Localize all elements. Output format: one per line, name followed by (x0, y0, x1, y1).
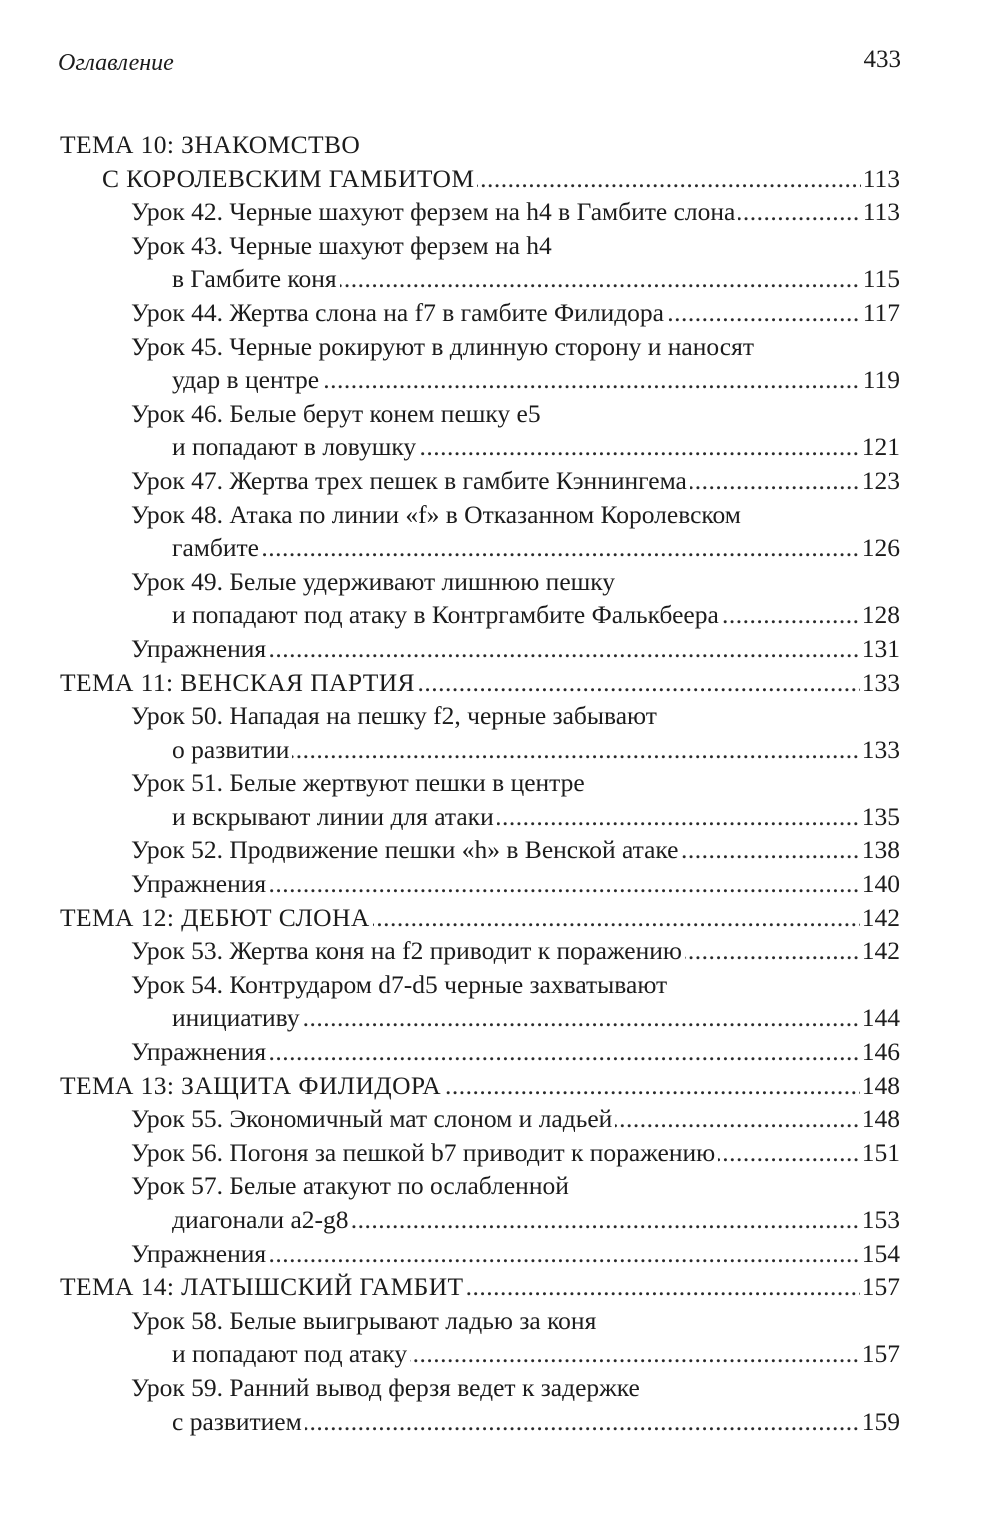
toc-lesson-line[interactable] (0, 229, 1000, 263)
toc-lesson-line[interactable] (0, 733, 1000, 767)
toc-entry-title: Урок 47. Жертва трех пешек в гамбите Кэннингема (131, 464, 690, 498)
toc-lesson-line[interactable] (0, 968, 1000, 1002)
toc-entry-title: Урок 46. Белые берут конем пешку е5 (131, 397, 541, 431)
toc-topic-line[interactable] (0, 901, 1000, 935)
toc-entry-title: с развитием (172, 1405, 305, 1439)
toc-entry-title: Упражнения (131, 1035, 269, 1069)
page-number: 433 (863, 46, 901, 73)
toc-topic-line[interactable] (0, 1069, 1000, 1103)
toc-entry-title: Урок 55. Экономичный мат слоном и ладьей (131, 1102, 615, 1136)
toc-lesson-line[interactable] (0, 330, 1000, 364)
toc-lesson-line[interactable] (0, 1405, 1000, 1439)
toc-entry-title: Урок 52. Продвижение пешки «h» в Венской атаке (131, 833, 681, 867)
toc-lesson-line[interactable] (0, 1102, 1000, 1136)
toc-topic-title: ТЕМА 11: ВЕНСКАЯ ПАРТИЯ (60, 666, 418, 700)
toc-lesson-line[interactable] (0, 430, 1000, 464)
leader-dots (172, 531, 900, 565)
toc-page-number: 140 (860, 867, 900, 901)
toc-entry-title: Урок 57. Белые атакуют по ослабленной (131, 1169, 569, 1203)
toc-page-number: 115 (861, 262, 900, 296)
toc-entry-title: диагонали a2-g8 (172, 1203, 352, 1237)
toc-page-number: 159 (860, 1405, 900, 1439)
toc-page-number: 148 (860, 1069, 900, 1103)
toc-page-number: 142 (860, 934, 900, 968)
toc-lesson-line[interactable] (0, 598, 1000, 632)
toc-entry-title: Урок 49. Белые удерживают лишнюю пешку (131, 565, 615, 599)
table-of-contents (0, 128, 1000, 1438)
toc-topic-line[interactable] (0, 1270, 1000, 1304)
toc-topic-title: ТЕМА 14: ЛАТЫШСКИЙ ГАМБИТ (60, 1270, 467, 1304)
toc-topic-title: ТЕМА 10: ЗНАКОМСТВО (60, 128, 360, 162)
toc-entry-title: Урок 48. Атака по линии «f» в Отказанном Королевском (131, 498, 741, 532)
toc-entry-title: Урок 56. Погоня за пешкой b7 приводит к поражению (131, 1136, 718, 1170)
toc-page-number: 123 (860, 464, 900, 498)
toc-topic-line[interactable] (0, 162, 1000, 196)
toc-page-number: 157 (860, 1337, 900, 1371)
toc-entry-title: и попадают под атаку (172, 1337, 410, 1371)
toc-entry-title: Урок 45. Черные рокируют в длинную сторону и наносят (131, 330, 754, 364)
toc-entry-title: и попадают в ловушку (172, 430, 419, 464)
toc-page-number: 119 (861, 363, 900, 397)
toc-page-number: 153 (860, 1203, 900, 1237)
toc-lesson-line[interactable] (0, 934, 1000, 968)
toc-lesson-line[interactable] (0, 1203, 1000, 1237)
toc-page-number: 133 (860, 733, 900, 767)
toc-lesson-line[interactable] (0, 1136, 1000, 1170)
toc-lesson-line[interactable] (0, 1001, 1000, 1035)
toc-lesson-line[interactable] (0, 1371, 1000, 1405)
toc-page-number: 151 (860, 1136, 900, 1170)
toc-lesson-line[interactable] (0, 1337, 1000, 1371)
toc-entry-title: инициативу (172, 1001, 303, 1035)
toc-page-number: 128 (860, 598, 900, 632)
toc-entry-title: и вскрывают линии для атаки (172, 800, 497, 834)
toc-entry-title: Урок 50. Нападая на пешку f2, черные забывают (131, 699, 657, 733)
toc-entry-title: Урок 43. Черные шахуют ферзем на h4 (131, 229, 552, 263)
toc-topic-line[interactable] (0, 666, 1000, 700)
toc-page-number: 113 (861, 195, 900, 229)
toc-page-number: 138 (860, 833, 900, 867)
toc-lesson-line[interactable] (0, 1035, 1000, 1069)
toc-page-number: 133 (860, 666, 900, 700)
toc-lesson-line[interactable] (0, 1169, 1000, 1203)
toc-lesson-line[interactable] (0, 1237, 1000, 1271)
toc-lesson-line[interactable] (0, 699, 1000, 733)
toc-entry-title: Урок 53. Жертва коня на f2 приводит к поражению (131, 934, 685, 968)
toc-entry-title: гамбите (172, 531, 262, 565)
toc-page-number: 148 (860, 1102, 900, 1136)
toc-lesson-line[interactable] (0, 1304, 1000, 1338)
toc-entry-title: о развитии (172, 733, 292, 767)
toc-page-number: 144 (860, 1001, 900, 1035)
toc-entry-title: Упражнения (131, 632, 269, 666)
toc-topic-title: С КОРОЛЕВСКИМ ГАМБИТОМ (102, 162, 477, 196)
toc-page-number: 157 (860, 1270, 900, 1304)
toc-page-number: 154 (860, 1237, 900, 1271)
toc-lesson-line[interactable] (0, 363, 1000, 397)
toc-entry-title: Урок 51. Белые жертвуют пешки в центре (131, 766, 585, 800)
toc-page-number: 142 (860, 901, 900, 935)
toc-lesson-line[interactable] (0, 195, 1000, 229)
toc-entry-title: удар в центре (172, 363, 322, 397)
toc-lesson-line[interactable] (0, 867, 1000, 901)
toc-lesson-line[interactable] (0, 262, 1000, 296)
toc-entry-title: и попадают под атаку в Контргамбите Фалькбеера (172, 598, 722, 632)
toc-lesson-line[interactable] (0, 632, 1000, 666)
toc-page-number: 126 (860, 531, 900, 565)
toc-page-number: 121 (860, 430, 900, 464)
toc-entry-title: в Гамбите коня (172, 262, 340, 296)
toc-page-number: 117 (861, 296, 900, 330)
toc-lesson-line[interactable] (0, 800, 1000, 834)
toc-topic-title: ТЕМА 13: ЗАЩИТА ФИЛИДОРА (60, 1069, 444, 1103)
toc-entry-title: Урок 59. Ранний вывод ферзя ведет к задержке (131, 1371, 640, 1405)
toc-lesson-line[interactable] (0, 296, 1000, 330)
toc-lesson-line[interactable] (0, 531, 1000, 565)
toc-lesson-line[interactable] (0, 565, 1000, 599)
toc-entry-title: Урок 42. Черные шахуют ферзем на h4 в Гамбите слона (131, 195, 738, 229)
toc-entry-title: Упражнения (131, 867, 269, 901)
toc-lesson-line[interactable] (0, 498, 1000, 532)
toc-page-number: 135 (860, 800, 900, 834)
running-head-title: Оглавление (58, 50, 174, 76)
toc-page-number: 131 (860, 632, 900, 666)
toc-entry-title: Упражнения (131, 1237, 269, 1271)
toc-lesson-line[interactable] (0, 833, 1000, 867)
toc-lesson-line[interactable] (0, 766, 1000, 800)
toc-entry-title: Урок 58. Белые выигрывают ладью за коня (131, 1304, 596, 1338)
toc-lesson-line[interactable] (0, 464, 1000, 498)
running-head (58, 46, 901, 82)
toc-topic-line[interactable] (0, 128, 1000, 162)
toc-entry-title: Урок 44. Жертва слона на f7 в гамбите Филидора (131, 296, 667, 330)
toc-topic-title: ТЕМА 12: ДЕБЮТ СЛОНА (60, 901, 373, 935)
toc-page-number: 146 (860, 1035, 900, 1069)
toc-lesson-line[interactable] (0, 397, 1000, 431)
toc-entry-title: Урок 54. Контрударом d7-d5 черные захватывают (131, 968, 667, 1002)
toc-page-number: 113 (861, 162, 900, 196)
